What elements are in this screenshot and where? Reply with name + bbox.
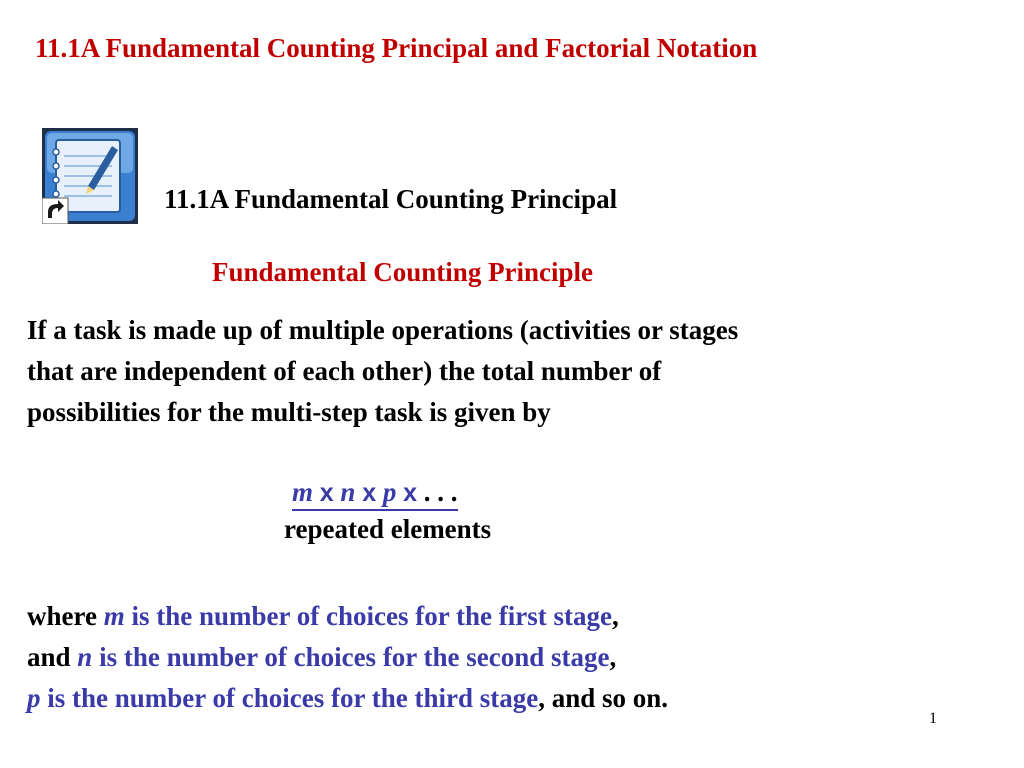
explanation-line-2 [27,637,668,678]
formula-dots: . . . [417,477,458,507]
section-heading: Fundamental Counting Principle [212,257,594,287]
definition-line: that are independent of each other) the total number of [27,356,662,386]
explanation-var-n: n [77,642,93,672]
formula-var-p: p [382,477,397,507]
explanation-end: , and so on. [538,683,669,713]
explanation-text: is the number of choices for the second stage [92,642,610,672]
formula-times: x [319,479,334,507]
page-number: 1 [929,710,937,727]
explanation-line-3 [27,678,668,719]
explanation-line-1 [27,596,668,637]
explanation-end: , [609,642,617,672]
explanation-var-p: p [27,683,41,713]
explanation-end: , [611,601,619,631]
explanation-lead: where [27,601,104,631]
definition-line: possibilities for the multi-step task is given by [27,397,551,427]
explanation-text: is the number of choices for the third stage [40,683,539,713]
definition-text [27,310,987,433]
formula-caption: repeated elements [284,514,492,544]
explanation-block [27,596,668,719]
explanation-text: is the number of choices for the first stage [124,601,612,631]
slide-title: 11.1A Fundamental Counting Principal and Factorial Notation [35,33,758,63]
counting-formula [292,476,458,511]
notepad-shortcut-icon[interactable] [42,128,138,224]
formula-var-m: m [292,477,314,507]
formula-var-n: n [340,477,356,507]
link-label[interactable]: 11.1A Fundamental Counting Principal [164,184,618,214]
formula-times: x [403,479,418,507]
definition-line: If a task is made up of multiple operations (activities or stages [27,315,739,345]
explanation-lead: and [27,642,78,672]
formula-times: x [362,479,377,507]
explanation-var-m: m [103,601,125,631]
